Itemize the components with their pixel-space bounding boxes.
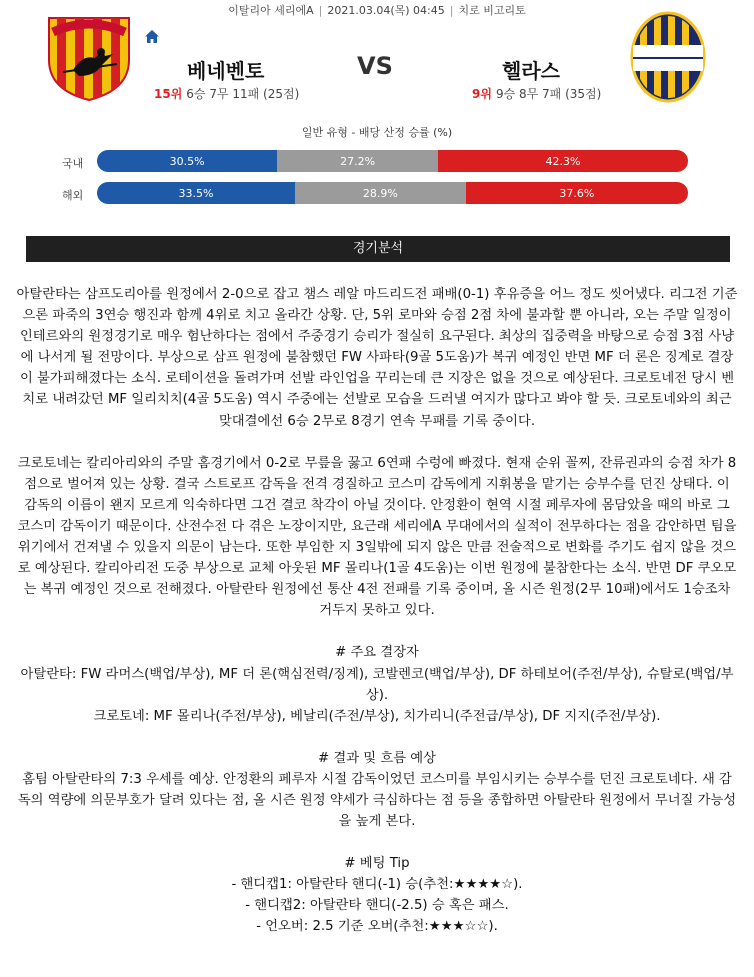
- away-team-name[interactable]: 헬라스: [502, 59, 560, 83]
- away-rank: 9위: [472, 87, 492, 101]
- match-meta: 이탈리아 세리에A | 2021.03.04(목) 04:45 | 치로 비고리토: [228, 4, 526, 17]
- analysis-paragraph-away: 크로토네는 칼리아리와의 주말 홈경기에서 0-2로 무릎을 꿇고 6연패 수렁에 빠졌다. 현재 순위 꼴찌, 잔류권과의 승점 차가 8점으로 벌어져 있는 상황. 결국 스트로프 감독을 전격 경질하고 코스미 감독에게 지휘봉을 맡기는 승부수를 던진 상태다. 이 감독의 이름이 왠지 모르게 익숙하다면 그건 결코 착각이 아닐 것이다. 안정환이 현역 시절 페루자에 몸담았을 때의 바로 그 코스미 감독이기 때문이다. 산전수전 다 겪은 노장이지만, 요근래 세리에A 무대에서의 실적이 전무하다는 점을 감안하면 팀을 위기에서 건져낼 수 있을지 의문이 남는다. 또한 부임한 지 3일밖에 되지 않은 만큼 전술적으로 변화를 주기도 쉽지 않을 것으로 예상된다. 칼리아리전 도중 부상으로 교체 아웃된 MF 몰리나(1골 4도움)는 이번 원정에 불참한다는 소식. 반면 DF 쿠오모는 복귀 예정인 것으로 전해졌다. 아탈란타 원정에선 통산 4전 전패를 기록 중이며, 올 시즌 원정(2무 10패)에서도 1승조차 거두지 못하고 있다.: [17, 455, 737, 619]
- section-title: 경기분석: [26, 236, 730, 262]
- analysis-paragraph-home: 아탈란타는 삼프도리아를 원정에서 2-0으로 잡고 챔스 레알 마드리드전 패배(0-1) 후유증을 어느 정도 씻어냈다. 리그전 기준으론 파죽의 3연승 행진과 함께 4위로 치고 올라간 상황. 단, 5위 로마와 승점 2점 차에 불과할 뿐 아니라, 오는 주말 일정이 인테르와의 원정경기로 매우 험난하다는 점에서 주중경기 승리가 절실히 요구된다. 최상의 집중력을 바탕으로 승점 3점 사냥에 나서게 될 전망이다. 부상으로 삼프 원정에 불참했던 FW 사파타(9골 5도움)가 복귀 예정인 반면 MF 더 론은 징계로 결장이 불가피해졌다는 소식. 로테이션을 돌려가며 선발 라인업을 꾸리는데 큰 지장은 없을 것으로 예상된다. 크로토네전 당시 벤치로 내려갔던 MF 일리치치(4골 5도움) 역시 주중에는 선발로 모습을 드러낼 여지가 많다고 봐야 할 듯. 크로토네와의 최근 맞대결에선 6승 2무로 8경기 연속 무패를 기록 중이다.: [16, 287, 738, 429]
- result-heading: # 결과 및 흐름 예상: [318, 750, 436, 766]
- tip-heading: # 베팅 Tip: [344, 856, 410, 872]
- odds-value-away: 42.3%: [545, 154, 581, 168]
- result-body: 홈팀 아탈란타의 7:3 우세를 예상. 안정환의 페루자 시절 감독이었던 코스미를 부임시키는 승부수를 던진 크로토네다. 새 감독의 역량에 의문부호가 달려 있다는 점, 올 시즌 원정 약세가 극심하다는 점 등을 종합하면 아탈란타 원정에서 무너질 가능성을 높게 본다.: [17, 771, 737, 830]
- league-name: 이탈리아 세리에A: [228, 4, 314, 17]
- home-rank: 15위: [154, 87, 183, 101]
- away-record-text: 9승 8무 7패 (35점): [495, 87, 602, 101]
- odds-value-draw: 27.2%: [340, 154, 376, 168]
- odds-row-label: 해외: [62, 189, 84, 202]
- absent-heading: # 주요 결장자: [335, 645, 419, 661]
- odds-bar-draw: [295, 182, 466, 204]
- odds-row-label: 국내: [62, 157, 84, 170]
- odds-value-home: 33.5%: [178, 186, 214, 200]
- odds-value-away: 37.6%: [559, 186, 595, 200]
- odds-chart-title: 일반 유형 - 배당 산정 승률 (%): [301, 126, 453, 139]
- odds-bar-away: [466, 182, 688, 204]
- odds-bar-home: [97, 182, 295, 204]
- home-icon[interactable]: [144, 29, 160, 45]
- away-team-record: [472, 85, 601, 102]
- venue-name: 치로 비고리토: [458, 4, 526, 17]
- vs-label: VS: [357, 52, 393, 80]
- home-record-text: 6승 7무 11패 (25점): [186, 87, 300, 101]
- odds-value-draw: 28.9%: [362, 186, 398, 200]
- absent-list-home: 아탈란타: FW 라머스(백업/부상), MF 더 론(핵심전력/징계), 코발렌코(백업/부상), DF 하테보어(주전/부상), 슈탈로(백업/부상).: [20, 666, 734, 703]
- absent-list-away: 크로토네: MF 몰리나(주전/부상), 베날리(주전/부상), 치가리니(주전급/부상), DF 지지(주전/부상).: [93, 708, 661, 724]
- tip-item: - 핸디캡2: 아탈란타 핸디(-2.5) 승 혹은 패스.: [245, 898, 509, 914]
- tip-item: - 언오버: 2.5 기준 오버(추천:★★★☆☆).: [256, 919, 498, 935]
- odds-bar-draw: [277, 150, 438, 172]
- odds-value-home: 30.5%: [169, 154, 205, 168]
- odds-bar-away: [438, 150, 688, 172]
- analysis-article: [16, 284, 738, 938]
- home-team-record: [154, 85, 299, 102]
- away-team-logo: [628, 9, 708, 105]
- tip-item: - 핸디캡1: 아탈란타 핸디(-1) 승(추천:★★★★☆).: [231, 877, 523, 893]
- match-datetime: 2021.03.04(목) 04:45: [327, 4, 445, 17]
- home-team-logo: [43, 10, 135, 102]
- odds-bar-home: [97, 150, 277, 172]
- home-team-name[interactable]: 베네벤토: [187, 59, 265, 83]
